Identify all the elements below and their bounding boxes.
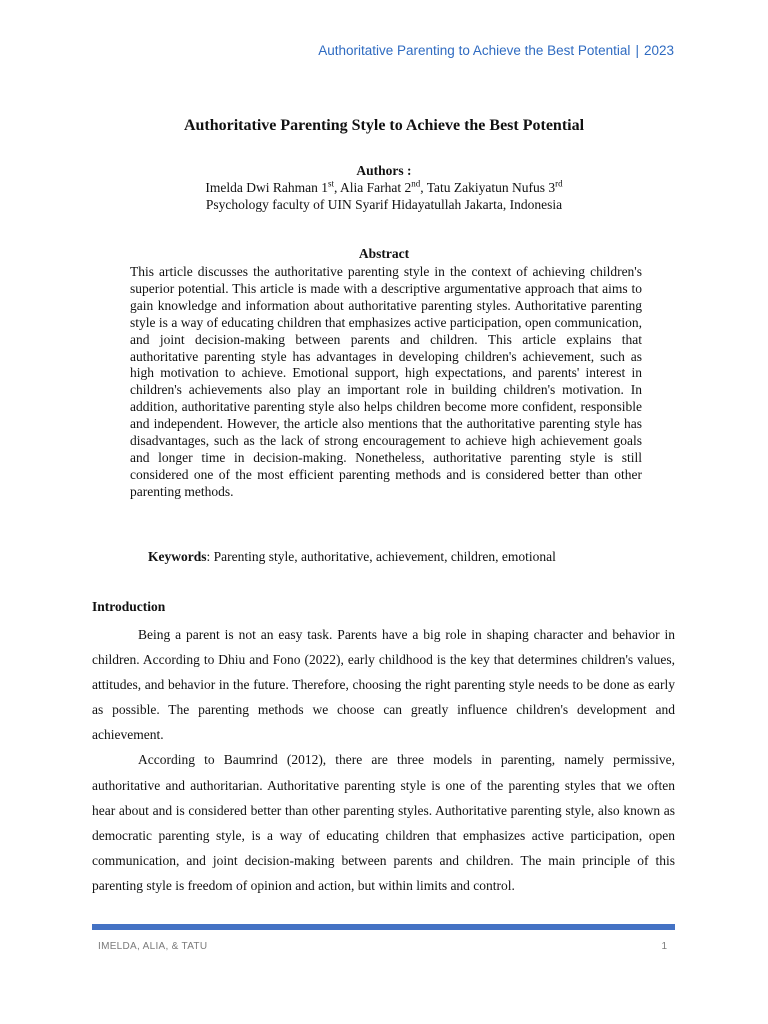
paragraph: According to Baumrind (2012), there are three models in parenting, namely permissive, authoritative and authoritarian. Authoritative parenting style is one of the parenting styles that we often hear about and is considered better than other parenting styles. Authoritative parenting style, also known as democratic parenting style, is a way of educating children that emphasizes active participation, open communication, and joint decision-making between parents and children. The main principle of this parenting style is freedom of opinion and action, but within limits and control. — [92, 752, 675, 893]
affiliation: Psychology faculty of UIN Syarif Hidayatullah Jakarta, Indonesia — [205, 197, 563, 212]
author-list — [0, 179, 768, 196]
author-ordinal: rd — [555, 178, 563, 189]
author-name: Alia Farhat 2 — [339, 180, 412, 195]
keywords-line — [148, 549, 556, 565]
header-separator: | — [635, 43, 639, 58]
author-ordinal: nd — [411, 178, 421, 189]
running-header — [318, 43, 674, 58]
paragraph: Being a parent is not an easy task. Parents have a big role in shaping character and behavior in children. According to Dhiu and Fono (2022), early childhood is the key that determines children's values, attitudes, and behavior in the future. Therefore, choosing the right parenting style needs to be done as early as possible. The parenting methods we choose can greatly influence children's development and achievement. — [92, 627, 675, 743]
author-separator: , — [420, 180, 427, 195]
abstract-heading: Abstract — [358, 246, 410, 261]
authors-heading: Authors : — [356, 163, 412, 178]
author-separator: , — [333, 180, 340, 195]
paper-title: Authoritative Parenting Style to Achieve the Best Potential — [183, 117, 585, 134]
footer-rule — [92, 924, 675, 930]
page-number: 1 — [661, 941, 667, 952]
authors-block — [0, 162, 768, 213]
introduction-body — [92, 622, 675, 898]
author-ordinal: st — [327, 178, 334, 189]
header-year: 2023 — [643, 43, 674, 58]
author-name: Tatu Zakiyatun Nufus 3 — [426, 180, 556, 195]
author-name: Imelda Dwi Rahman 1 — [205, 180, 328, 195]
keywords-label: Keywords — [148, 549, 207, 564]
introduction-heading: Introduction — [92, 599, 166, 614]
keywords-list: : Parenting style, authoritative, achievement, children, emotional — [206, 549, 556, 564]
footer-authors: IMELDA, ALIA, & TATU — [98, 941, 208, 952]
running-title: Authoritative Parenting to Achieve the Best Potential — [318, 43, 631, 58]
abstract-body: This article discusses the authoritative parenting style in the context of achieving children's superior potential. This article is made with a descriptive argumentative approach that aims to gain knowledge and information about authoritative parenting styles. Authoritative parenting style is a way of educating children that emphasizes active participation, open communication, and joint decision-making between parents and children. This article explains that authoritative parenting style has advantages in developing children's achievement, such as high motivation to achieve. Emotional support, high expectations, and parents' interest in children's achievements also play an important role in building children's motivation. In addition, authoritative parenting style also helps children become more confident, responsible and independent. However, the article also mentions that the authoritative parenting style has disadvantages, such as the lack of strong encouragement to achieve high achievement goals and longer time in decision-making. Nonetheless, authoritative parenting style is still considered one of the most efficient parenting methods and is considered better than other parenting methods. — [130, 264, 642, 499]
